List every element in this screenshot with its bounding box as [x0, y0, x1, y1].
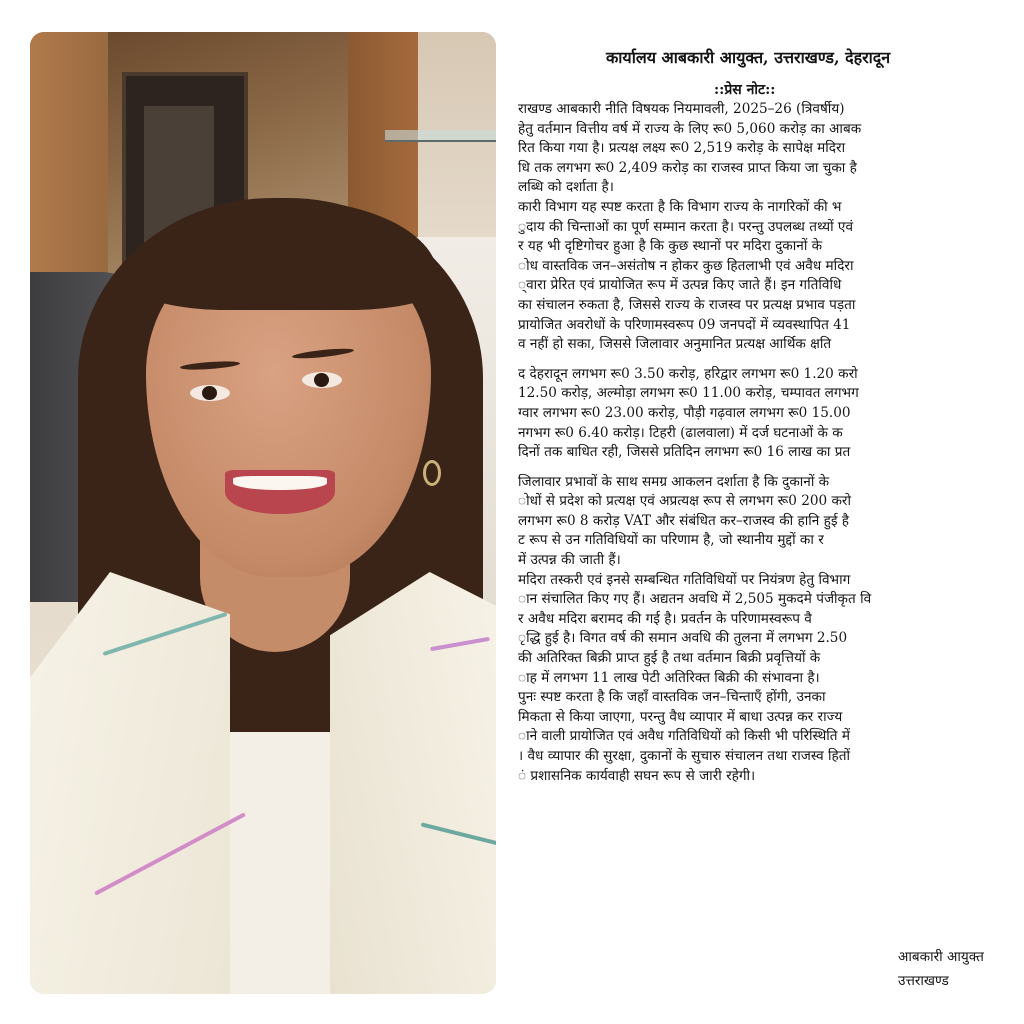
document-line: र अवैध मदिरा बरामद की गई है। प्रवर्तन के परिणामस्वरूप वै: [518, 610, 812, 627]
photo-background-glass-shelf: [385, 130, 496, 142]
document-line: ग्वार लगभग रू0 23.00 करोड़, पौड़ी गढ़वाल लगभग रू0 15.00: [518, 404, 851, 421]
document-line: द देहरादून लगभग रू0 3.50 करोड़, हरिद्वार लगभग रू0 1.20 करो: [518, 365, 858, 382]
press-note-document: [506, 0, 1024, 1024]
document-line: ुदाय की चिन्ताओं का पूर्ण सम्मान करता है। परन्तु उपलब्ध तथ्यों एवं: [518, 218, 853, 235]
document-line: लगभग रू0 8 करोड़ VAT और संबंधित कर–राजस्व की हानि हुई है: [518, 512, 850, 529]
press-note-subheading: ::प्रेस नोट::: [714, 82, 776, 98]
document-line: नगभग रू0 6.40 करोड़। टिहरी (ढालवाला) में दर्ज घटनाओं के क: [518, 424, 843, 441]
document-line: प्रायोजित अवरोधों के परिणामस्वरूप 09 जनपदों में व्यवस्थापित 41: [518, 316, 851, 333]
document-line: राखण्ड आबकारी नीति विषयक नियमावली, 2025–26 (त्रिवर्षीय): [518, 101, 845, 117]
document-line: ाने वाली प्रायोजित एवं अवैध गतिविधियों को किसी भी परिस्थिति में: [518, 728, 850, 745]
press-note-heading: कार्यालय आबकारी आयुक्त, उत्तराखण्ड, देहरादून: [606, 48, 891, 67]
paragraph-gap: [518, 463, 1024, 473]
document-line: की अतिरिक्त बिक्री प्राप्त हुई है तथा वर्तमान बिक्री प्रवृत्तियों के: [518, 650, 821, 667]
press-note-body: [518, 100, 1024, 786]
document-line: दिनों तक बाधित रही, जिससे प्रतिदिन लगभग रू0 16 लाख का प्रत: [518, 444, 851, 461]
document-line: कारी विभाग यह स्पष्ट करता है कि विभाग राज्य के नागरिकों की भ: [518, 198, 842, 215]
photo-dupatta-left: [30, 572, 230, 994]
document-line: मिकता से किया जाएगा, परन्तु वैध व्यापार में बाधा उत्पन्न कर राज्य: [518, 708, 843, 725]
document-line: जिलावार प्रभावों के साथ समग्र आकलन दर्शाता है कि दुकानों के: [518, 473, 830, 490]
document-line: रित किया गया है। प्रत्यक्ष लक्ष्य रू0 2,519 करोड़ के सापेक्ष मदिरा: [518, 140, 846, 157]
document-line: व नहीं हो सका, जिससे जिलावार अनुमानित प्रत्यक्ष आर्थिक क्षति: [518, 336, 832, 353]
document-line: ाह में लगभग 11 लाख पेटी अतिरिक्त बिक्री की संभावना है।: [518, 669, 820, 686]
document-line: में उत्पन्न की जाती हैं।: [518, 552, 621, 569]
document-line: ं प्रशासनिक कार्यवाही सघन रूप से जारी रहेगी।: [518, 767, 756, 784]
signature-state: उत्तराखण्ड: [898, 973, 949, 989]
document-line: हेतु वर्तमान वित्तीय वर्ष में राज्य के लिए रू0 5,060 करोड़ का आबक: [518, 120, 862, 137]
document-line: ान संचालित किए गए हैं। अद्यतन अवधि में 2,505 मुकदमे पंजीकृत वि: [518, 591, 872, 608]
document-line: । वैध व्यापार की सुरक्षा, दुकानों के सुचारु संचालन तथा राजस्व हितों: [518, 748, 850, 764]
paragraph-gap: [518, 355, 1024, 365]
portrait-photo: [30, 32, 496, 994]
document-line: ्वारा प्रेरित एवं प्रायोजित रूप में उत्पन्न किए जाते हैं। इन गतिविधि: [518, 277, 842, 294]
photo-smile: [225, 470, 335, 514]
document-line: मदिरा तस्करी एवं इनसे सम्बन्धित गतिविधियों पर नियंत्रण हेतु विभाग: [518, 571, 851, 588]
photo-dupatta-right: [330, 572, 496, 994]
photo-right-eye: [302, 372, 342, 388]
document-line: पुनः स्पष्ट करता है कि जहाँ वास्तविक जन–चिन्ताएँ होंगी, उनका: [518, 689, 826, 706]
document-line: ोध वास्तविक जन–असंतोष न होकर कुछ हितलाभी एवं अवैध मदिरा: [518, 257, 854, 274]
document-line: धि तक लगभग रू0 2,409 करोड़ का राजस्व प्राप्त किया जा चुका है: [518, 159, 857, 176]
photo-earring: [423, 460, 441, 486]
document-line: र यह भी दृष्टिगोचर हुआ है कि कुछ स्थानों पर मदिरा दुकानों के: [518, 238, 823, 255]
document-line: ोधों से प्रदेश को प्रत्यक्ष एवं अप्रत्यक्ष रूप से लगभग रू0 200 करो: [518, 493, 851, 510]
document-line: ट रूप से उन गतिविधियों का परिणाम है, जो स्थानीय मुद्दों का र: [518, 532, 824, 549]
photo-left-eye: [190, 385, 230, 401]
document-line: 12.50 करोड़, अल्मोड़ा लगभग रू0 11.00 करोड़, चम्पावत लगभग: [518, 385, 859, 402]
document-line: लब्धि को दर्शाता है।: [518, 179, 614, 196]
document-line: का संचालन रुकता है, जिससे राज्य के राजस्व पर प्रत्यक्ष प्रभाव पड़ता: [518, 296, 856, 313]
document-line: ृद्धि हुई है। विगत वर्ष की समान अवधि की तुलना में लगभग 2.50: [518, 630, 848, 647]
signature-title: आबकारी आयुक्त: [898, 949, 984, 965]
